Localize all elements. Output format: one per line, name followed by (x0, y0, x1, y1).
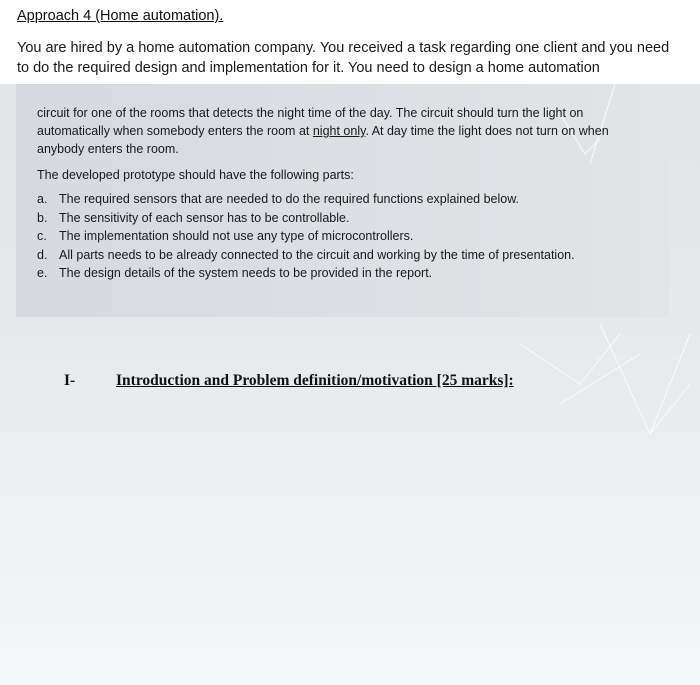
list-text: The sensitivity of each sensor has to be controllable. (59, 210, 350, 225)
list-letter: d. (37, 247, 48, 262)
section-number: I- (64, 372, 76, 389)
section-title: Introduction and Problem definition/motivation [25 marks]: (116, 372, 514, 389)
page-top (0, 0, 700, 84)
paragraph-night-detection (37, 104, 657, 158)
requirements-list (37, 190, 657, 283)
paragraph1-after: . At day time the light does not turn on when anybody enters the room. (37, 124, 609, 156)
list-letter: e. (37, 266, 48, 280)
list-item (37, 209, 657, 228)
list-letter: a. (37, 192, 48, 206)
page-heading: Approach 4 (Home automation). (17, 8, 224, 24)
paragraph-prototype: The developed prototype should have the following parts: (37, 168, 354, 182)
list-text: The design details of the system needs to be provided in the report. (59, 266, 433, 280)
list-item (37, 264, 657, 283)
list-item (37, 246, 657, 265)
intro-paragraph: You are hired by a home automation company. You received a task regarding one client and you need to do the required design and implementation for it. You need to design a home automation (17, 40, 670, 76)
list-text: The required sensors that are needed to do the required functions explained below. (59, 192, 520, 206)
body-text (37, 104, 657, 283)
list-item (37, 190, 657, 209)
list-text: The implementation should not use any type of microcontrollers. (59, 229, 414, 243)
list-text: All parts needs to be already connected to the circuit and working by the time of presentation. (59, 247, 575, 262)
list-item (37, 227, 657, 246)
paragraph1-before: circuit for one of the rooms that detects the night time of the day. The circuit should turn the light on automatically when somebody enters the room at (37, 106, 584, 138)
list-letter: c. (37, 229, 47, 243)
list-letter: b. (37, 210, 48, 225)
night-only-text: night only (312, 124, 366, 138)
